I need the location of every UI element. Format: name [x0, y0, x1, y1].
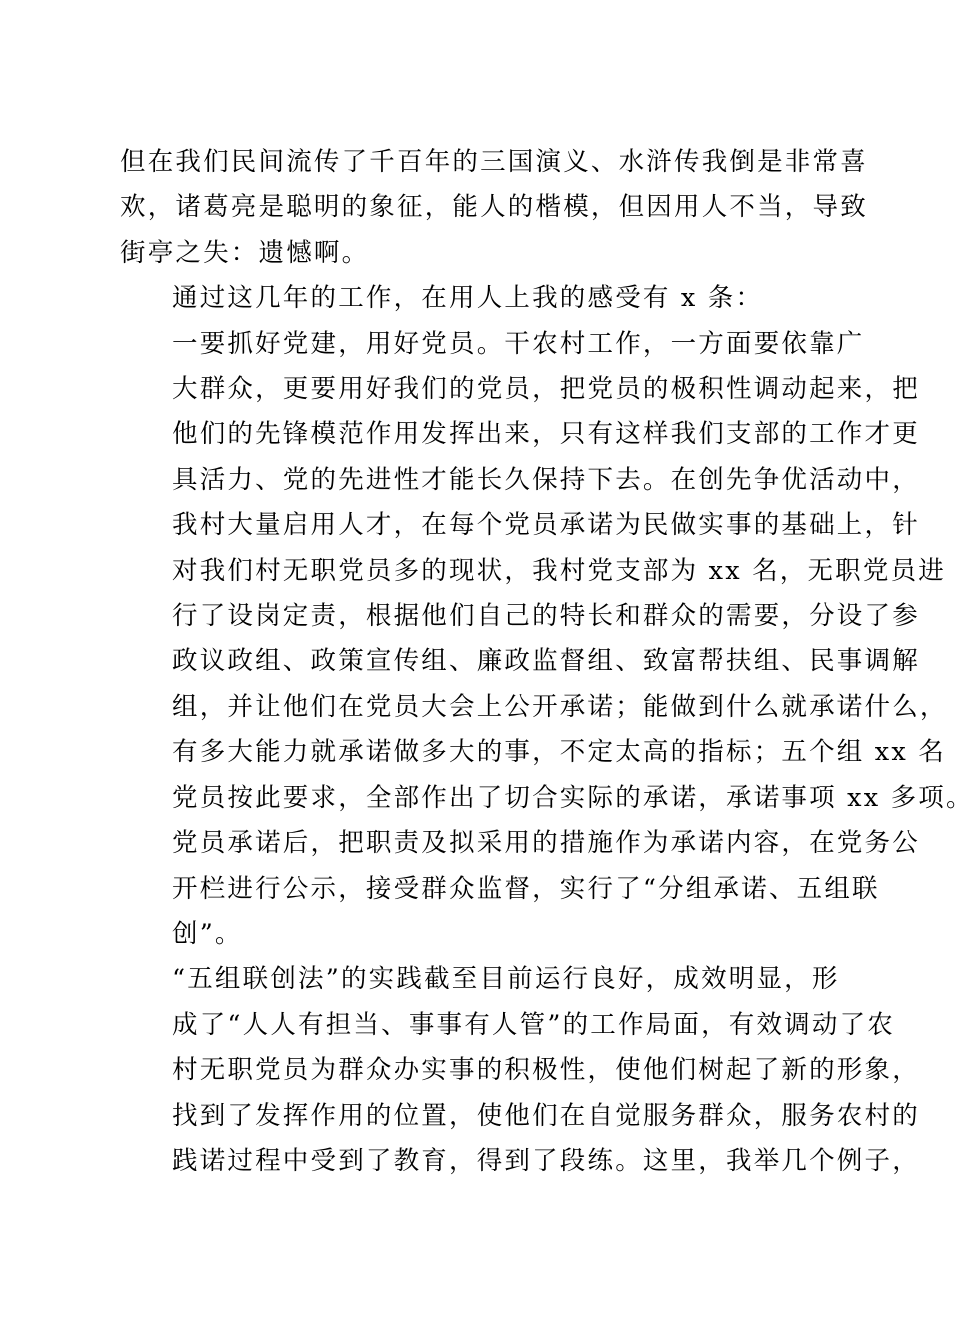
text-line: “五组联创法”的实践截至目前运行良好，成效明显，形 — [172, 964, 840, 995]
text-line: 我村大量启用人才，在每个党员承诺为民做实事的基础上，针 — [172, 510, 920, 541]
text-line: 有多大能力就承诺做多大的事，不定太高的指标；五个组 xx 名 — [172, 737, 946, 768]
text-line: 党员按此要求，全部作出了切合实际的承诺，承诺事项 xx 多项。 — [172, 782, 974, 813]
text-line: 一要抓好党建，用好党员。干农村工作，一方面要依靠广 — [172, 328, 865, 359]
document-body — [120, 140, 974, 1184]
text-line: 欢，诸葛亮是聪明的象征，能人的楷模，但因用人不当，导致 — [120, 192, 868, 223]
text-line: 找到了发挥作用的位置，使他们在自觉服务群众，服务农村的 — [172, 1100, 920, 1131]
text-line: 政议政组、政策宣传组、廉政监督组、致富帮扶组、民事调解 — [172, 646, 920, 677]
text-line: 组，并让他们在党员大会上公开承诺；能做到什么就承诺什么， — [172, 691, 948, 722]
text-line: 党员承诺后，把职责及拟采用的措施作为承诺内容，在党务公 — [172, 828, 920, 859]
text-line: 村无职党员为群众办实事的积极性，使他们树起了新的形象， — [172, 1055, 920, 1086]
paragraph-3 — [120, 322, 974, 958]
text-line: 街亭之失：遗憾啊。 — [120, 237, 370, 268]
text-line: 成了“人人有担当、事事有人管”的工作局面，有效调动了农 — [172, 1009, 895, 1040]
paragraph-4 — [120, 957, 920, 1184]
text-line: 开栏进行公示，接受群众监督，实行了“分组承诺、五组联 — [172, 873, 880, 904]
text-line: 通过这几年的工作，在用人上我的感受有 x 条： — [172, 283, 764, 314]
text-line: 对我们村无职党员多的现状，我村党支部为 xx 名，无职党员进 — [172, 555, 946, 586]
text-line: 他们的先锋模范作用发挥出来，只有这样我们支部的工作才更 — [172, 419, 920, 450]
text-line: 创”。 — [172, 918, 243, 949]
text-line: 但在我们民间流传了千百年的三国演义、水浒传我倒是非常喜 — [120, 147, 868, 177]
text-line: 大群众，更要用好我们的党员，把党员的极积性调动起来，把 — [172, 374, 920, 405]
text-line: 具活力、党的先进性才能长久保持下去。在创先争优活动中， — [172, 464, 920, 495]
paragraph-2 — [120, 276, 834, 321]
text-line: 行了设岗定责，根据他们自己的特长和群众的需要，分设了参 — [172, 601, 920, 632]
text-line: 践诺过程中受到了教育，得到了段练。这里，我举几个例子， — [172, 1145, 920, 1176]
paragraph-1 — [120, 140, 868, 276]
